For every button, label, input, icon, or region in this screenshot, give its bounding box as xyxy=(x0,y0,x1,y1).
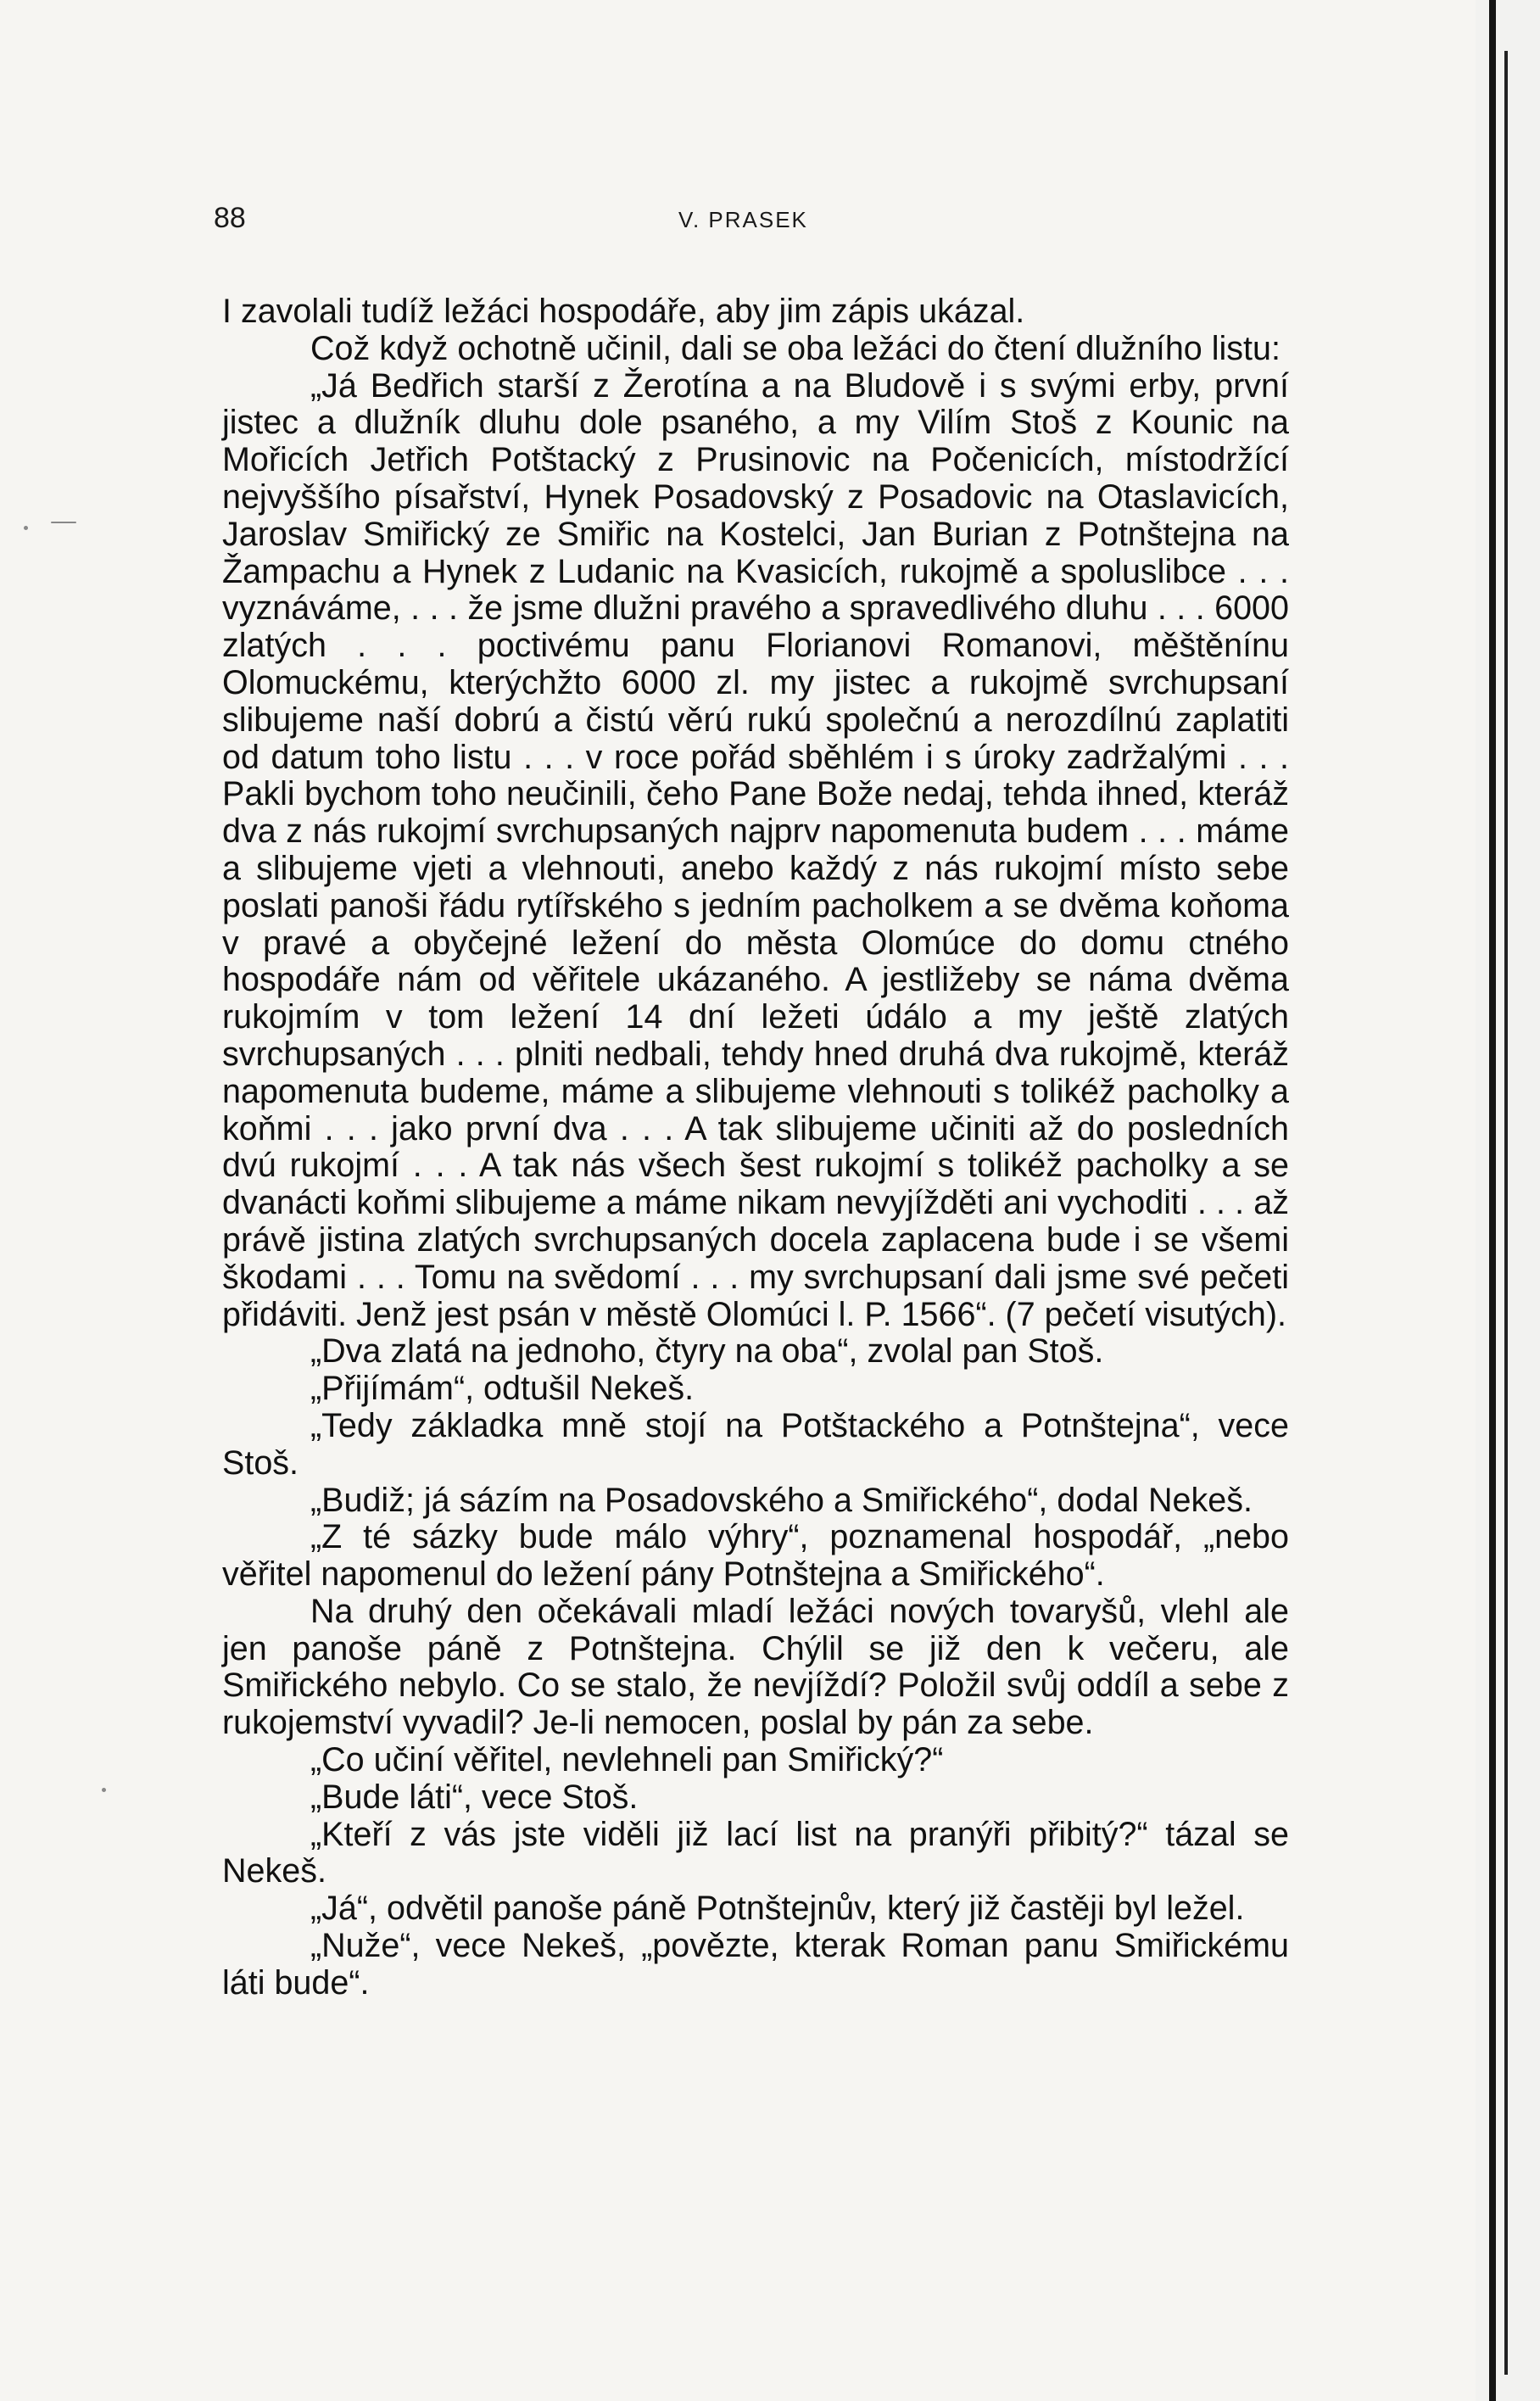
paragraph-2: Což když ochotně učinil, dali se oba ležáci do čtení dlužního listu: xyxy=(310,329,1281,367)
paragraph-6: „Tedy základka mně stojí na Potštackého a Potnštejna“, vece Stoš. xyxy=(222,1406,1289,1482)
paragraph-4: „Dva zlatá na jednoho, čtyry na oba“, zvolal pan Stoš. xyxy=(310,1332,1104,1371)
paragraph-debt-letter: „Já Bedřich starší z Žerotína a na Bludově i s svými erby, první jistec a dlužník dluhu dole psaného, a my Vilím Stoš z Kounic na Mořicích Jetřich Potštacký z Prusinovic na Počenicích, místodržící nejvyššího písařství, Hynek Posadovský z Posadovic na Otaslavicích, Jaroslav Smiřický ze Smiřic na Kostelci, Jan Burian z Potnštejna na Žampachu a Hynek z Ludanic na Kvasicích, rukojmě a spoluslibce . . . vyznáváme, . . . že jsme dlužni pravého a spravedlivého dluhu . . . 6000 zlatých . . . poctivému panu Florianovi Romanovi, měštěnínu Olomuckému, kterýchžto 6000 zl. my jistec a rukojmě svrchupsaní slibujeme naší dobrú a čistú věrú rukú společnú a nerozdílnú zaplatiti od datum toho listu . . . v roce pořád sběhlém i s úroky zadržalými . . . Pakli bychom toho neučinili, čeho Pane Bože nedaj, tehda ihned, kteráž dva z nás rukojmí svrchupsaných najprv napomenuta budem . . . máme a slibujeme vjeti a vlehnouti, anebo každý z nás rukojmí místo sebe poslati panoši řádu rytířského s jedním pacholkem a se dvěma koňoma v pravé a obyčejné ležení do města Olomúce do domu ctného hospodáře nám od věřitele ukázaného. A jestližeby se náma dvěma rukojmím v tom ležení 14 dní ležeti údálo a my ještě zlatých svrchupsaných . . . plniti nedbali, tehdy hned druhá dva rukojmě, kteráž napomenuta budeme, máme a slibujeme vlehnouti s tolikéž pacholky a koňmi . . . jako první dva . . . A tak slibujeme učiniti až do posledních dvú rukojmí . . . A tak nás všech šest rukojmí s tolikéž pacholky a se dvanácti koňmi slibujeme a máme nikam nevyjížděti ani vychoditi . . . až právě jistina zlatých svrchupsaných docela zaplacena bude i se všemi škodami . . . Tomu na svědomí . . . my svrchupsaní dali jsme své pečeti přidáviti. Jenž jest psán v městě Olomúci l. P. 1566“. (7 pečetí visutých). xyxy=(222,366,1289,1333)
paragraph-8: „Z té sázky bude málo výhry“, poznamenal hospodář, „nebo věřitel napomenul do ležení pány Potnštejna a Smiřického“. xyxy=(222,1518,1289,1594)
page-number: 88 xyxy=(214,202,246,234)
paragraph-10: „Co učiní věřitel, nevlehneli pan Smiřický?“ xyxy=(310,1741,944,1779)
paragraph-5: „Přijímám“, odtušil Nekeš. xyxy=(310,1370,695,1408)
running-header xyxy=(214,202,1353,244)
paragraph-11: „Bude láti“, vece Stoš. xyxy=(310,1778,639,1816)
paragraph-1: I zavolali tudíž ležáci hospodáře, aby jim zápis ukázal. xyxy=(222,293,1025,330)
paragraph-13: „Já“, odvětil panoše páně Potnštejnův, který již častěji byl ležel. xyxy=(310,1890,1245,1928)
header-author: V. PRASEK xyxy=(678,207,808,232)
book-binding-edge xyxy=(1476,0,1540,2401)
paper-speck xyxy=(24,526,28,530)
paragraph-7: „Budiž; já sázím na Posadovského a Smiřického“, dodal Nekeš. xyxy=(310,1481,1253,1519)
paper-speck xyxy=(51,522,76,523)
paragraph-14: „Nuže“, vece Nekeš, „povězte, kterak Roman panu Smiřickému láti bude“. xyxy=(222,1927,1289,2002)
paper-speck xyxy=(102,1788,106,1792)
page-text xyxy=(222,293,1289,2002)
paragraph-9: Na druhý den očekávali mladí ležáci nových tovaryšů, vlehl ale jen panoše páně z Potnštejna. Chýlil se již den k večeru, ale Smiřického nebylo. Co se stalo, že nevjíždí? Položil svůj oddíl a sebe z rukojemství vyvadil? Je-li nemocen, poslal by pán za sebe. xyxy=(222,1592,1289,1742)
binding-shadow-line-secondary xyxy=(1504,51,1508,2375)
paragraph-12: „Kteří z vás jste viděli již lací list na pranýři přibitý?“ tázal se Nekeš. xyxy=(222,1815,1289,1890)
binding-shadow-line xyxy=(1489,0,1496,2401)
